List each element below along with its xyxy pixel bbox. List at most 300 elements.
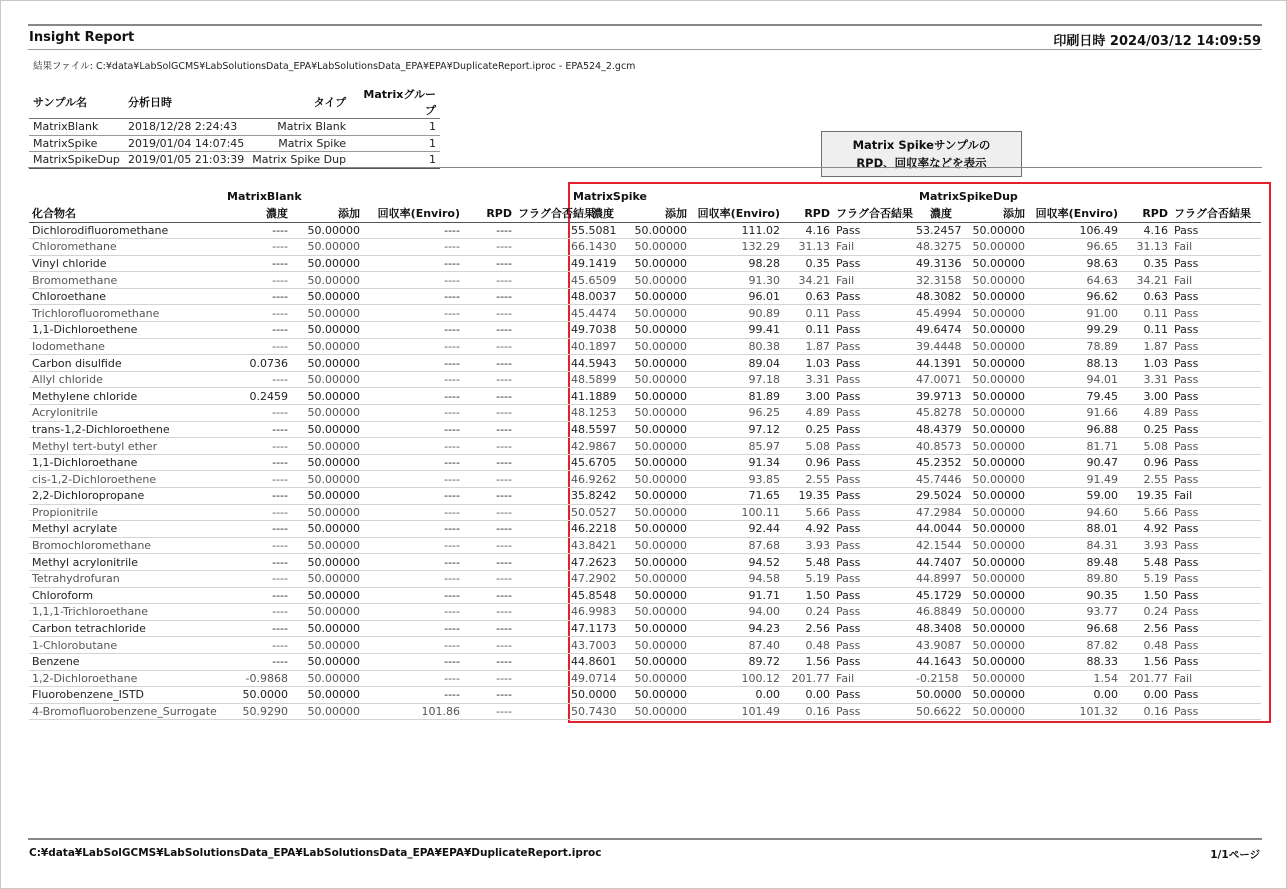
spike-rpd-cell: 4.89 (783, 405, 833, 422)
spike-flag-cell: Pass (833, 687, 913, 704)
dup-rpd-cell: 0.48 (1121, 637, 1171, 654)
blank-conc-cell: ---- (221, 488, 291, 505)
spike-recovery-cell: 89.72 (690, 653, 783, 670)
blank-rpd-cell: ---- (463, 255, 515, 272)
spike-added-cell: 50.00000 (617, 637, 690, 654)
blank-conc-cell: ---- (221, 288, 291, 305)
dup-added-cell: 50.00000 (955, 222, 1028, 239)
blank-rpd-cell: ---- (463, 670, 515, 687)
blank-flag-header: フラグ合否結果 (515, 205, 568, 222)
annotation-callout (821, 131, 1022, 177)
blank-recovery-cell: ---- (363, 687, 463, 704)
dup-added-cell: 50.00000 (955, 305, 1028, 322)
compound-name-cell: Chloroform (29, 587, 221, 604)
compound-name-cell: Carbon tetrachloride (29, 620, 221, 637)
dup-conc-cell: 39.9713 (913, 388, 955, 405)
spike-conc-cell: 35.8242 (568, 488, 617, 505)
spike-added-cell: 50.00000 (617, 670, 690, 687)
compound-table (29, 205, 1261, 720)
blank-flag-cell (515, 537, 568, 554)
blank-rpd-cell: ---- (463, 405, 515, 422)
spike-added-cell: 50.00000 (617, 405, 690, 422)
spike-recovery-cell: 85.97 (690, 438, 783, 455)
matrix-group-cell: 1 (350, 119, 440, 136)
blank-added-cell: 50.00000 (291, 338, 363, 355)
dup-flag-cell: Pass (1171, 620, 1261, 637)
spike-added-cell: 50.00000 (617, 421, 690, 438)
dup-conc-cell: 29.5024 (913, 488, 955, 505)
dup-conc-cell: 46.8849 (913, 604, 955, 621)
compound-name-cell: Fluorobenzene_ISTD (29, 687, 221, 704)
blank-recovery-cell: ---- (363, 504, 463, 521)
blank-rpd-cell: ---- (463, 687, 515, 704)
compound-name-cell: 1,1-Dichloroethene (29, 322, 221, 339)
compound-name-cell: Acrylonitrile (29, 405, 221, 422)
dup-rpd-cell: 0.24 (1121, 604, 1171, 621)
spike-flag-cell: Pass (833, 570, 913, 587)
compound-row (29, 521, 1261, 538)
blank-recovery-cell: ---- (363, 371, 463, 388)
blank-flag-cell (515, 355, 568, 372)
compound-row (29, 388, 1261, 405)
compound-row (29, 421, 1261, 438)
dup-added-cell: 50.00000 (955, 288, 1028, 305)
blank-added-cell: 50.00000 (291, 471, 363, 488)
dup-conc-cell: 47.2984 (913, 504, 955, 521)
spike-conc-cell: 49.1419 (568, 255, 617, 272)
matrix-group-cell: 1 (350, 135, 440, 152)
spike-rpd-cell: 5.66 (783, 504, 833, 521)
compound-name-cell: cis-1,2-Dichloroethene (29, 471, 221, 488)
blank-recovery-cell: ---- (363, 521, 463, 538)
spike-flag-cell: Pass (833, 288, 913, 305)
dup-conc-cell: 45.7446 (913, 471, 955, 488)
spike-recovery-cell: 87.40 (690, 637, 783, 654)
spike-added-cell: 50.00000 (617, 355, 690, 372)
blank-flag-cell (515, 604, 568, 621)
dup-rpd-header: RPD (1121, 205, 1171, 222)
dup-flag-cell: Pass (1171, 454, 1261, 471)
dup-recovery-cell: 91.66 (1028, 405, 1121, 422)
dup-recovery-header: 回収率(Enviro) (1028, 205, 1121, 222)
blank-flag-cell (515, 322, 568, 339)
compound-row (29, 405, 1261, 422)
dup-conc-cell: 40.8573 (913, 438, 955, 455)
dup-flag-cell: Fail (1171, 670, 1261, 687)
sample-name-cell: MatrixSpike (29, 135, 124, 152)
dup-recovery-cell: 93.77 (1028, 604, 1121, 621)
compound-row (29, 239, 1261, 256)
spike-conc-cell: 48.5899 (568, 371, 617, 388)
dup-conc-cell: 42.1544 (913, 537, 955, 554)
callout-line-1: Matrix Spikeサンプルの (852, 138, 991, 152)
spike-added-cell: 50.00000 (617, 255, 690, 272)
dup-rpd-cell: 0.35 (1121, 255, 1171, 272)
spike-rpd-cell: 0.63 (783, 288, 833, 305)
dup-recovery-cell: 78.89 (1028, 338, 1121, 355)
sample-name-header: サンプル名 (29, 86, 124, 119)
spike-rpd-cell: 0.48 (783, 637, 833, 654)
blank-conc-cell: ---- (221, 604, 291, 621)
spike-added-cell: 50.00000 (617, 222, 690, 239)
spike-recovery-cell: 92.44 (690, 521, 783, 538)
dup-added-cell: 50.00000 (955, 405, 1028, 422)
blank-flag-cell (515, 305, 568, 322)
blank-added-cell: 50.00000 (291, 587, 363, 604)
blank-added-cell: 50.00000 (291, 488, 363, 505)
spike-rpd-cell: 31.13 (783, 239, 833, 256)
spike-rpd-cell: 1.87 (783, 338, 833, 355)
dup-flag-cell: Pass (1171, 338, 1261, 355)
dup-recovery-cell: 88.13 (1028, 355, 1121, 372)
spike-conc-cell: 49.0714 (568, 670, 617, 687)
dup-flag-cell: Pass (1171, 703, 1261, 720)
compound-row (29, 637, 1261, 654)
compound-name-cell: Methyl acrylate (29, 521, 221, 538)
blank-conc-cell: 50.0000 (221, 687, 291, 704)
dup-recovery-cell: 98.63 (1028, 255, 1121, 272)
spike-recovery-cell: 0.00 (690, 687, 783, 704)
blank-rpd-cell: ---- (463, 537, 515, 554)
blank-conc-cell: ---- (221, 305, 291, 322)
spike-conc-cell: 47.2902 (568, 570, 617, 587)
dup-rpd-cell: 0.96 (1121, 454, 1171, 471)
sample-row (29, 119, 440, 136)
spike-rpd-cell: 1.50 (783, 587, 833, 604)
blank-conc-cell: ---- (221, 272, 291, 289)
dup-recovery-cell: 94.01 (1028, 371, 1121, 388)
dup-conc-cell: 45.1729 (913, 587, 955, 604)
compound-name-cell: 4-Bromofluorobenzene_Surrogate (29, 703, 221, 720)
spike-conc-cell: 66.1430 (568, 239, 617, 256)
analysis-date-cell: 2018/12/28 2:24:43 (124, 119, 248, 136)
blank-rpd-cell: ---- (463, 653, 515, 670)
sample-row (29, 135, 440, 152)
blank-conc-header: 濃度 (221, 205, 291, 222)
blank-recovery-cell: ---- (363, 272, 463, 289)
dup-recovery-cell: 81.71 (1028, 438, 1121, 455)
dup-conc-cell: 45.8278 (913, 405, 955, 422)
blank-flag-cell (515, 272, 568, 289)
dup-added-cell: 50.00000 (955, 355, 1028, 372)
spike-recovery-cell: 101.49 (690, 703, 783, 720)
blank-added-header: 添加 (291, 205, 363, 222)
compound-name-cell: Propionitrile (29, 504, 221, 521)
blank-flag-cell (515, 637, 568, 654)
spike-added-cell: 50.00000 (617, 521, 690, 538)
spike-added-cell: 50.00000 (617, 570, 690, 587)
dup-added-cell: 50.00000 (955, 272, 1028, 289)
blank-rpd-cell: ---- (463, 272, 515, 289)
blank-flag-cell (515, 587, 568, 604)
blank-flag-cell (515, 703, 568, 720)
dup-added-cell: 50.00000 (955, 653, 1028, 670)
spike-added-cell: 50.00000 (617, 272, 690, 289)
blank-recovery-cell: ---- (363, 454, 463, 471)
dup-recovery-cell: 91.00 (1028, 305, 1121, 322)
dup-recovery-cell: 64.63 (1028, 272, 1121, 289)
blank-flag-cell (515, 521, 568, 538)
blank-conc-cell: 50.9290 (221, 703, 291, 720)
blank-flag-cell (515, 421, 568, 438)
spike-added-header: 添加 (617, 205, 690, 222)
spike-rpd-cell: 19.35 (783, 488, 833, 505)
blank-conc-cell: ---- (221, 371, 291, 388)
blank-flag-cell (515, 288, 568, 305)
dup-conc-cell: 48.3408 (913, 620, 955, 637)
blank-rpd-cell: ---- (463, 305, 515, 322)
blank-recovery-cell: ---- (363, 438, 463, 455)
top-rule (28, 24, 1262, 26)
spike-flag-cell: Pass (833, 421, 913, 438)
spike-added-cell: 50.00000 (617, 488, 690, 505)
spike-conc-cell: 43.8421 (568, 537, 617, 554)
blank-added-cell: 50.00000 (291, 239, 363, 256)
spike-added-cell: 50.00000 (617, 471, 690, 488)
dup-rpd-cell: 0.11 (1121, 322, 1171, 339)
spike-flag-cell: Pass (833, 405, 913, 422)
blank-recovery-cell: ---- (363, 570, 463, 587)
blank-conc-cell: ---- (221, 438, 291, 455)
dup-added-cell: 50.00000 (955, 537, 1028, 554)
dup-flag-cell: Pass (1171, 587, 1261, 604)
print-datetime: 印刷日時 2024/03/12 14:09:59 (1053, 34, 1261, 49)
dup-flag-cell: Fail (1171, 239, 1261, 256)
blank-added-cell: 50.00000 (291, 272, 363, 289)
blank-conc-cell: ---- (221, 620, 291, 637)
spike-rpd-cell: 5.19 (783, 570, 833, 587)
blank-conc-cell: ---- (221, 521, 291, 538)
dup-conc-cell: -0.2158 (913, 670, 955, 687)
compound-name-cell: 1,1,1-Trichloroethane (29, 604, 221, 621)
dup-added-cell: 50.00000 (955, 604, 1028, 621)
spike-rpd-header: RPD (783, 205, 833, 222)
compound-row (29, 338, 1261, 355)
dup-conc-cell: 48.4379 (913, 421, 955, 438)
matrix-group-header: Matrixグループ (350, 86, 440, 119)
blank-recovery-cell: ---- (363, 537, 463, 554)
dup-flag-cell: Fail (1171, 272, 1261, 289)
blank-conc-cell: ---- (221, 222, 291, 239)
blank-conc-cell: ---- (221, 421, 291, 438)
dup-conc-cell: 44.0044 (913, 521, 955, 538)
dup-added-cell: 50.00000 (955, 454, 1028, 471)
spike-conc-cell: 40.1897 (568, 338, 617, 355)
compound-row (29, 222, 1261, 239)
blank-added-cell: 50.00000 (291, 653, 363, 670)
blank-rpd-cell: ---- (463, 637, 515, 654)
dup-conc-cell: 45.2352 (913, 454, 955, 471)
dup-flag-cell: Pass (1171, 255, 1261, 272)
spike-rpd-cell: 1.03 (783, 355, 833, 372)
sample-table-header (29, 86, 440, 119)
blank-recovery-cell: ---- (363, 604, 463, 621)
dup-recovery-cell: 90.47 (1028, 454, 1121, 471)
compound-name-cell: Vinyl chloride (29, 255, 221, 272)
compound-name-cell: 1,1-Dichloroethane (29, 454, 221, 471)
spike-recovery-cell: 94.00 (690, 604, 783, 621)
dup-added-cell: 50.00000 (955, 687, 1028, 704)
blank-rpd-cell: ---- (463, 338, 515, 355)
spike-rpd-cell: 5.48 (783, 554, 833, 571)
compound-row (29, 255, 1261, 272)
compound-row (29, 322, 1261, 339)
spike-conc-cell: 44.5943 (568, 355, 617, 372)
dup-conc-cell: 49.6474 (913, 322, 955, 339)
analysis-date-cell: 2019/01/05 21:03:39 (124, 152, 248, 169)
blank-flag-cell (515, 255, 568, 272)
dup-rpd-cell: 4.89 (1121, 405, 1171, 422)
spike-flag-cell: Pass (833, 338, 913, 355)
blank-recovery-header: 回収率(Enviro) (363, 205, 463, 222)
spike-rpd-cell: 4.16 (783, 222, 833, 239)
compound-name-cell: Methyl acrylonitrile (29, 554, 221, 571)
blank-conc-cell: 0.0736 (221, 355, 291, 372)
spike-flag-cell: Pass (833, 355, 913, 372)
blank-added-cell: 50.00000 (291, 703, 363, 720)
compound-name-cell: Chloroethane (29, 288, 221, 305)
blank-flag-cell (515, 471, 568, 488)
blank-recovery-cell: ---- (363, 405, 463, 422)
dup-added-cell: 50.00000 (955, 255, 1028, 272)
compound-row (29, 587, 1261, 604)
compound-name-cell: Methylene chloride (29, 388, 221, 405)
blank-conc-cell: ---- (221, 637, 291, 654)
spike-flag-cell: Pass (833, 537, 913, 554)
dup-recovery-cell: 88.01 (1028, 521, 1121, 538)
blank-conc-cell: ---- (221, 653, 291, 670)
blank-rpd-cell: ---- (463, 521, 515, 538)
spike-added-cell: 50.00000 (617, 454, 690, 471)
blank-added-cell: 50.00000 (291, 521, 363, 538)
dup-rpd-cell: 31.13 (1121, 239, 1171, 256)
dup-rpd-cell: 5.19 (1121, 570, 1171, 587)
compound-row (29, 687, 1261, 704)
blank-recovery-cell: ---- (363, 421, 463, 438)
spike-conc-cell: 46.9262 (568, 471, 617, 488)
blank-added-cell: 50.00000 (291, 537, 363, 554)
page-number: 1/1ページ (1210, 849, 1260, 861)
dup-added-cell: 50.00000 (955, 554, 1028, 571)
compound-row (29, 537, 1261, 554)
blank-added-cell: 50.00000 (291, 255, 363, 272)
dup-rpd-cell: 1.56 (1121, 653, 1171, 670)
dup-rpd-cell: 4.16 (1121, 222, 1171, 239)
blank-flag-cell (515, 338, 568, 355)
compound-name-cell: Chloromethane (29, 239, 221, 256)
compound-row (29, 670, 1261, 687)
blank-recovery-cell: ---- (363, 554, 463, 571)
dup-conc-cell: 48.3275 (913, 239, 955, 256)
spike-recovery-cell: 87.68 (690, 537, 783, 554)
blank-flag-cell (515, 222, 568, 239)
spike-rpd-cell: 0.24 (783, 604, 833, 621)
spike-added-cell: 50.00000 (617, 338, 690, 355)
dup-flag-cell: Pass (1171, 322, 1261, 339)
blank-flag-cell (515, 687, 568, 704)
blank-recovery-cell: ---- (363, 637, 463, 654)
spike-flag-cell: Pass (833, 653, 913, 670)
dup-recovery-cell: 96.88 (1028, 421, 1121, 438)
blank-flag-cell (515, 388, 568, 405)
blank-added-cell: 50.00000 (291, 421, 363, 438)
dup-recovery-cell: 101.32 (1028, 703, 1121, 720)
compound-row (29, 454, 1261, 471)
dup-recovery-cell: 88.33 (1028, 653, 1121, 670)
blank-rpd-cell: ---- (463, 570, 515, 587)
blank-flag-cell (515, 554, 568, 571)
blank-added-cell: 50.00000 (291, 637, 363, 654)
blank-recovery-cell: ---- (363, 653, 463, 670)
blank-added-cell: 50.00000 (291, 620, 363, 637)
sample-name-cell: MatrixBlank (29, 119, 124, 136)
compound-row (29, 272, 1261, 289)
dup-added-cell: 50.00000 (955, 388, 1028, 405)
spike-conc-cell: 45.8548 (568, 587, 617, 604)
spike-recovery-cell: 132.29 (690, 239, 783, 256)
spike-recovery-cell: 100.12 (690, 670, 783, 687)
spike-recovery-cell: 91.30 (690, 272, 783, 289)
compound-name-cell: Allyl chloride (29, 371, 221, 388)
spike-conc-header: 濃度 (568, 205, 617, 222)
blank-added-cell: 50.00000 (291, 604, 363, 621)
spike-conc-cell: 48.5597 (568, 421, 617, 438)
spike-flag-cell: Pass (833, 521, 913, 538)
dup-recovery-cell: 87.82 (1028, 637, 1121, 654)
spike-conc-cell: 46.9983 (568, 604, 617, 621)
dup-rpd-cell: 0.11 (1121, 305, 1171, 322)
blank-flag-cell (515, 488, 568, 505)
compound-name-cell: 1-Chlorobutane (29, 637, 221, 654)
blank-rpd-cell: ---- (463, 239, 515, 256)
sample-type-cell: Matrix Spike Dup (248, 152, 350, 169)
spike-added-cell: 50.00000 (617, 587, 690, 604)
dup-recovery-cell: 59.00 (1028, 488, 1121, 505)
dup-added-cell: 50.00000 (955, 338, 1028, 355)
dup-recovery-cell: 79.45 (1028, 388, 1121, 405)
blank-flag-cell (515, 454, 568, 471)
compound-row (29, 703, 1261, 720)
blank-flag-cell (515, 653, 568, 670)
dup-rpd-cell: 5.08 (1121, 438, 1171, 455)
dup-flag-cell: Pass (1171, 305, 1261, 322)
compound-name-cell: Bromomethane (29, 272, 221, 289)
spike-recovery-cell: 94.52 (690, 554, 783, 571)
blank-added-cell: 50.00000 (291, 371, 363, 388)
blank-rpd-cell: ---- (463, 222, 515, 239)
dup-flag-cell: Pass (1171, 554, 1261, 571)
dup-rpd-cell: 1.50 (1121, 587, 1171, 604)
spike-rpd-cell: 2.55 (783, 471, 833, 488)
dup-flag-header: フラグ合否結果 (1171, 205, 1261, 222)
analysis-date-cell: 2019/01/04 14:07:45 (124, 135, 248, 152)
dup-rpd-cell: 5.48 (1121, 554, 1171, 571)
spike-flag-cell: Pass (833, 388, 913, 405)
dup-conc-cell: 49.3136 (913, 255, 955, 272)
blank-rpd-cell: ---- (463, 438, 515, 455)
spike-conc-cell: 47.2623 (568, 554, 617, 571)
blank-recovery-cell: ---- (363, 670, 463, 687)
group-header-dup: MatrixSpikeDup (919, 190, 1018, 203)
dup-recovery-cell: 89.48 (1028, 554, 1121, 571)
spike-added-cell: 50.00000 (617, 388, 690, 405)
spike-added-cell: 50.00000 (617, 438, 690, 455)
dup-added-cell: 50.00000 (955, 637, 1028, 654)
compound-row (29, 355, 1261, 372)
blank-added-cell: 50.00000 (291, 687, 363, 704)
spike-recovery-cell: 89.04 (690, 355, 783, 372)
blank-flag-cell (515, 570, 568, 587)
